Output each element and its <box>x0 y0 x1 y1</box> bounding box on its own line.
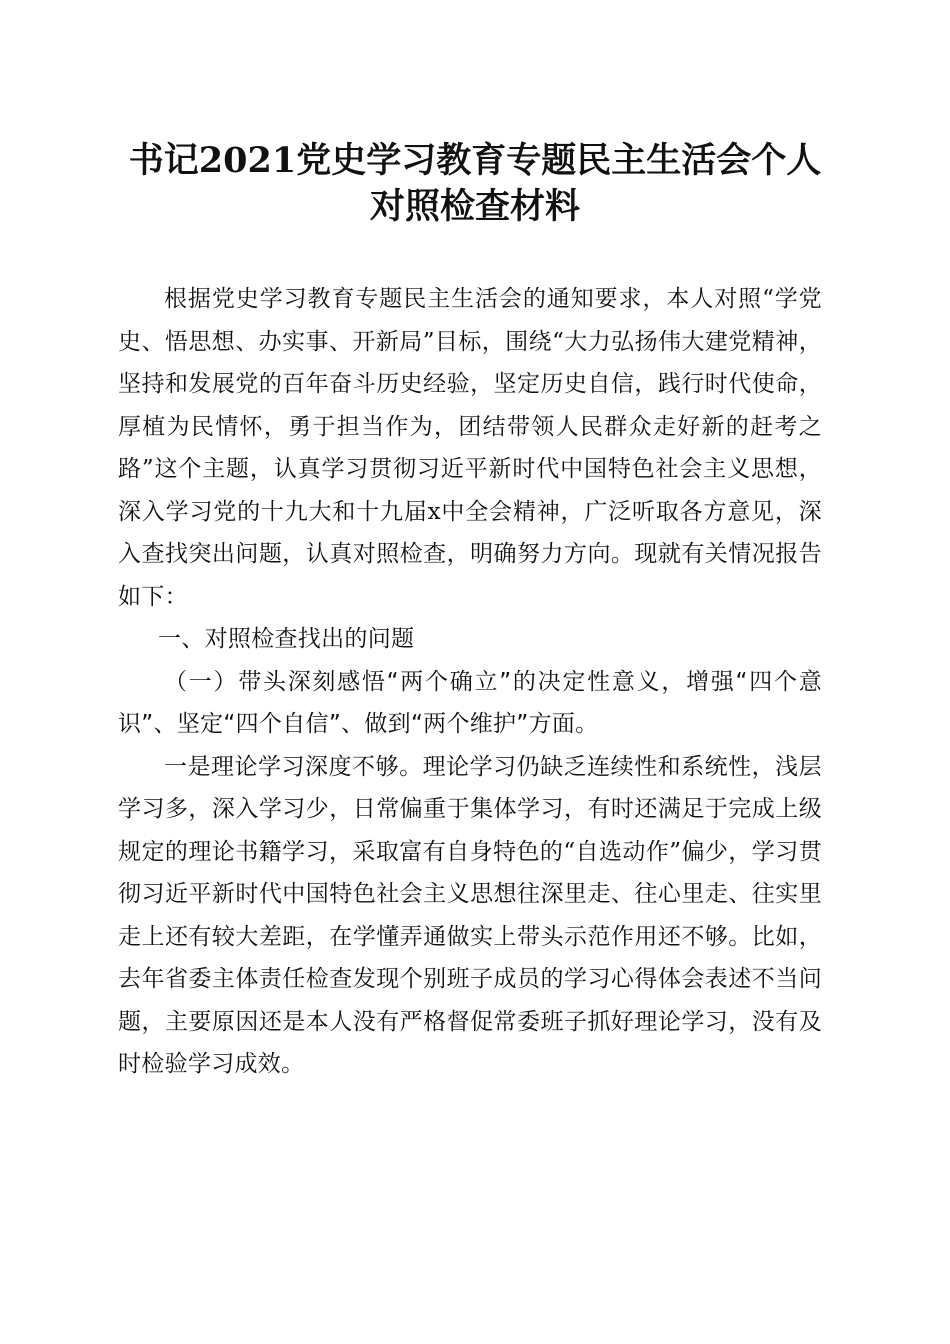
title-line-1: 书记2021党史学习教育专题民主生活会个人 <box>128 140 822 181</box>
title-line-2: 对照检查材料 <box>369 186 580 227</box>
section-heading: 一、对照检查找出的问题 <box>158 626 415 652</box>
document-body <box>118 278 822 1086</box>
point-lead: 一是理论学习深度不够。 <box>164 753 423 780</box>
point-paragraph <box>118 746 822 1086</box>
point-body: 理论学习仍缺乏连续性和系统性，浅层学习多，深入学习少，日常偏重于集体学习，有时还满足于完成上级规定的理论书籍学习，采取富有自身特色的“自选动作”偏少，学习贯彻习近平新时代中国特色社会主义思想往深里走、往心里走、往实里走上还有较大差距，在学懂弄通做实上带头示范作用还不够。比如，去年省委主体责任检查发现个别班子成员的学习心得体会表述不当问题，主要原因还是本人没有严格督促常委班子抓好理论学习，没有及时检验学习成效。 <box>118 753 822 1077</box>
intro-paragraph: 根据党史学习教育专题民主生活会的通知要求，本人对照“学党史、悟思想、办实事、开新局”目标，围绕“大力弘扬伟大建党精神，坚持和发展党的百年奋斗历史经验，坚定历史自信，践行时代使命，厚植为民情怀，勇于担当作为，团结带领人民群众走好新的赶考之路”这个主题，认真学习贯彻习近平新时代中国特色社会主义思想，深入学习党的十九大和十九届x中全会精神，广泛听取各方意见，深入查找突出问题，认真对照检查，明确努力方向。现就有关情况报告如下： <box>118 286 822 610</box>
subsection-heading: （一）带头深刻感悟“两个确立”的决定性意义，增强“四个意识”、坚定“四个自信”、做到“两个维护”方面。 <box>118 668 822 737</box>
document-title <box>100 138 850 230</box>
